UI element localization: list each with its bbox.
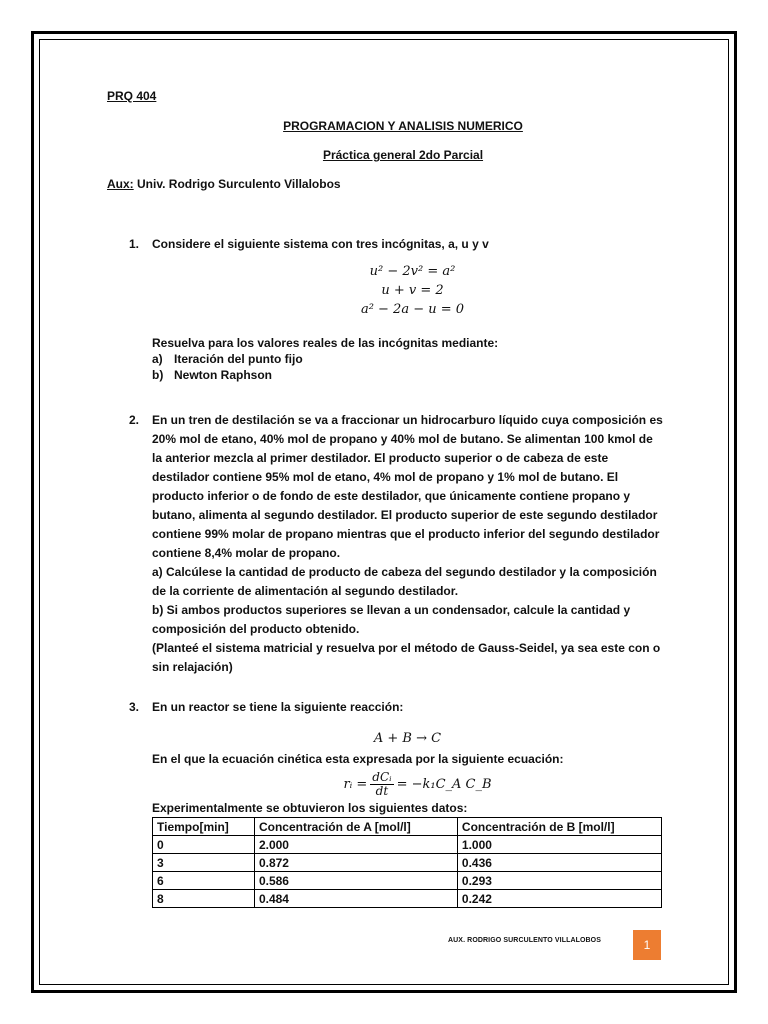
problem-part-a: a) Calcúlese la cantidad de producto de cabeza del segundo destilador y la composición de la corriente de alimentación al segundo destilador. bbox=[152, 565, 657, 598]
equation-2: u + v = 2 bbox=[381, 283, 444, 298]
footer-author: AUX. RODRIGO SURCULENTO VILLALOBOS bbox=[448, 937, 601, 944]
option-b bbox=[152, 367, 663, 383]
problem-number: 1. bbox=[129, 237, 140, 251]
rate-rhs: = −k₁C_A C_B bbox=[396, 776, 492, 792]
option-a bbox=[152, 351, 663, 367]
table-cell: 0.242 bbox=[457, 890, 661, 908]
equation-3: a² − 2a − u = 0 bbox=[360, 302, 465, 317]
table-cell: 0.293 bbox=[457, 872, 661, 890]
data-intro: Experimentalmente se obtuvieron los siguientes datos: bbox=[152, 801, 468, 815]
table-cell: 0.484 bbox=[254, 890, 457, 908]
table-cell: 6 bbox=[153, 872, 255, 890]
option-label: a) bbox=[152, 352, 163, 366]
option-text: Iteración del punto fijo bbox=[174, 352, 303, 366]
table-cell: 2.000 bbox=[254, 836, 457, 854]
equation-1: u² − 2v² = a² bbox=[369, 264, 456, 279]
problem-intro: En un reactor se tiene la siguiente reacción: bbox=[152, 700, 404, 714]
course-code: PRQ 404 bbox=[107, 89, 157, 103]
table-cell: 0.872 bbox=[254, 854, 457, 872]
table-cell: 0 bbox=[153, 836, 255, 854]
aux-name: Univ. Rodrigo Surculento Villalobos bbox=[133, 177, 341, 191]
aux-label: Aux: bbox=[107, 177, 134, 191]
option-text: Newton Raphson bbox=[174, 368, 272, 382]
table-cell: 8 bbox=[153, 890, 255, 908]
problem-1 bbox=[107, 236, 663, 383]
problem-body: En un tren de destilación se va a fraccionar un hidrocarburo líquido cuya composición es 20% mol de etano, 40% mol de propano y 40% mol de butano. Se alimentan 100 kmol de la anterior mezcla al primer destilador. El producto superior o de cabeza de este destilador contiene 95% mol de etano, 4% mol de propano y 1% mol de butano. El producto inferior o de fondo de este destilador, que únicamente contiene propano y butano, alimenta al segundo destilador. El producto superior de este segundo destilador contiene 99% molar de propano mientras que el producto inferior del segundo destilador contiene 8,4% molar de propano. bbox=[152, 413, 663, 560]
document-page bbox=[107, 88, 663, 908]
column-header: Concentración de A [mol/l] bbox=[254, 818, 457, 836]
table-row bbox=[153, 872, 662, 890]
table-cell: 3 bbox=[153, 854, 255, 872]
table-row bbox=[153, 890, 662, 908]
problem-3 bbox=[107, 699, 663, 908]
problem-part-b: b) Si ambos productos superiores se llevan a un condensador, calcule la cantidad y composición del producto obtenido. bbox=[152, 603, 631, 636]
rate-equation bbox=[172, 771, 663, 798]
problem-number: 3. bbox=[129, 700, 140, 714]
option-label: b) bbox=[152, 368, 164, 382]
document-title: PROGRAMACION Y ANALISIS NUMERICO bbox=[283, 119, 523, 133]
reaction-equation: A + B → C bbox=[373, 731, 442, 746]
problem-intro: Considere el siguiente sistema con tres incógnitas, a, u y v bbox=[152, 237, 489, 251]
problem-2 bbox=[107, 411, 663, 677]
auxiliary-line bbox=[107, 176, 663, 192]
problem-instruction: Resuelva para los valores reales de las incógnitas mediante: bbox=[152, 336, 499, 350]
rate-derivative bbox=[370, 771, 393, 798]
method-options bbox=[152, 351, 663, 383]
table-row bbox=[153, 836, 662, 854]
table-row bbox=[153, 854, 662, 872]
rate-numerator: dCᵢ bbox=[372, 770, 392, 784]
column-header: Concentración de B [mol/l] bbox=[457, 818, 661, 836]
problem-note: (Planteé el sistema matricial y resuelva por el método de Gauss-Seidel, ya sea este con o sin relajación) bbox=[152, 641, 661, 674]
table-cell: 1.000 bbox=[457, 836, 661, 854]
table-cell: 0.436 bbox=[457, 854, 661, 872]
table-cell: 0.586 bbox=[254, 872, 457, 890]
concentration-table bbox=[152, 817, 662, 908]
table-header-row bbox=[153, 818, 662, 836]
rate-denominator: dt bbox=[375, 784, 389, 798]
column-header: Tiempo[min] bbox=[153, 818, 255, 836]
problem-number: 2. bbox=[129, 413, 140, 427]
document-subtitle: Práctica general 2do Parcial bbox=[322, 148, 484, 162]
kinetics-text: En el que la ecuación cinética esta expresada por la siguiente ecuación: bbox=[152, 752, 564, 766]
rate-lhs: rᵢ = bbox=[343, 776, 368, 792]
page-number-badge: 1 bbox=[633, 930, 661, 960]
equation-system bbox=[162, 262, 663, 319]
